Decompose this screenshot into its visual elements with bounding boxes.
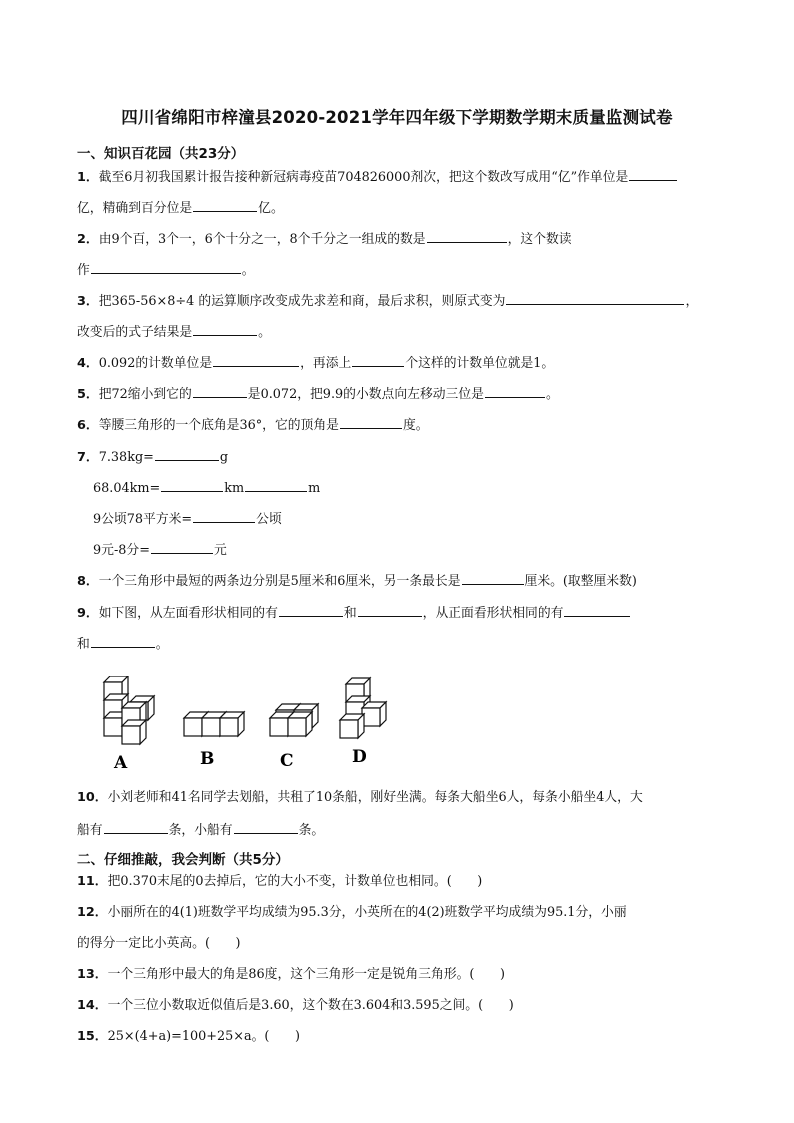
answer-blank[interactable] — [104, 821, 168, 834]
question-2-line-2 — [77, 261, 255, 279]
question-9-line-2 — [77, 635, 169, 653]
question-text: 。 — [258, 325, 271, 340]
question-text: 9公顷78平方米= — [93, 512, 193, 527]
question-text: 和 — [77, 637, 90, 652]
question-12-line-1 — [77, 905, 627, 921]
question-text: 一个三位小数取近似值后是3.60，这个数在3.604和3.595之间。( ) — [107, 998, 514, 1013]
question-text: 一个三角形中最短的两条边分别是5厘米和6厘米，另一条最长是 — [98, 574, 461, 589]
question-text: 。 — [155, 637, 169, 652]
question-text: 小丽所在的4(1)班数学平均成绩为95.3分，小英所在的4(2)班数学平均成绩为95.1分，小丽 — [107, 905, 627, 920]
answer-blank[interactable] — [161, 479, 223, 492]
figure-a-cubes — [104, 676, 154, 744]
question-7-line-3 — [93, 510, 282, 528]
figure-b-cubes — [184, 712, 244, 736]
question-text: 把365-56×8÷4 的运算顺序改变成先求差和商，最后求积，则原式变为 — [98, 294, 506, 309]
question-text: 和 — [343, 606, 357, 621]
question-text: ，这个数读 — [507, 232, 572, 247]
question-number: 4． — [77, 356, 99, 371]
question-text: 亿。 — [258, 201, 284, 216]
answer-blank[interactable] — [506, 292, 684, 305]
question-text: 个这样的计数单位就是1。 — [405, 356, 555, 371]
question-5 — [77, 385, 559, 403]
question-text: 等腰三角形的一个底角是36°，它的顶角是 — [98, 418, 339, 433]
cube-figures — [100, 676, 400, 776]
question-number: 11． — [77, 874, 108, 889]
question-text: 由9个百，3个一，6个十分之一，8个千分之一组成的数是 — [98, 232, 426, 247]
answer-blank[interactable] — [485, 385, 545, 398]
question-number: 8． — [77, 574, 99, 589]
question-15 — [77, 1029, 300, 1045]
answer-blank[interactable] — [245, 479, 307, 492]
answer-blank[interactable] — [629, 168, 677, 181]
figure-label-a: A — [114, 753, 128, 773]
question-text: 厘米。(取整厘米数) — [524, 574, 637, 589]
question-text: 68.04km= — [93, 481, 161, 496]
question-10-line-2 — [77, 821, 324, 839]
question-text: 度。 — [402, 418, 429, 433]
question-number: 6． — [77, 418, 99, 433]
question-12-line-2 — [77, 936, 241, 952]
question-text: 把72缩小到它的 — [98, 387, 192, 402]
question-text: 船有 — [77, 823, 103, 838]
question-text: 把0.370末尾的0去掉后，它的大小不变，计数单位也相同。( ) — [107, 874, 483, 889]
question-7-line-2 — [93, 479, 320, 497]
answer-blank[interactable] — [193, 323, 257, 336]
question-text: 小刘老师和41名同学去划船，共租了10条船，刚好坐满。每条大船坐6人，每条小船坐4人，大 — [107, 790, 643, 805]
question-text: 公顷 — [256, 512, 282, 527]
question-text: 作 — [77, 263, 90, 278]
page-title: 四川省绵阳市梓潼县2020-2021学年四年级下学期数学期末质量监测试卷 — [121, 108, 673, 127]
question-text: km — [224, 481, 245, 496]
figure-d-cubes — [340, 678, 386, 738]
question-number: 5． — [77, 387, 99, 402]
answer-blank[interactable] — [564, 604, 630, 617]
answer-blank[interactable] — [213, 354, 299, 367]
question-14 — [77, 998, 514, 1014]
answer-blank[interactable] — [193, 385, 247, 398]
question-10-line-1 — [77, 790, 643, 806]
question-7-line-1 — [77, 448, 228, 466]
question-text: 25×(4+a)=100+25×a。( ) — [107, 1029, 300, 1044]
answer-blank[interactable] — [91, 261, 241, 274]
question-8 — [77, 572, 637, 590]
question-1-line-2 — [77, 199, 284, 217]
question-text: 的得分一定比小英高。( ) — [77, 936, 241, 951]
question-number: 15． — [77, 1029, 108, 1044]
answer-blank[interactable] — [462, 572, 524, 585]
question-text: ， — [685, 294, 699, 309]
question-number: 12． — [77, 905, 108, 920]
question-3-line-2 — [77, 323, 271, 341]
question-text: 。 — [545, 387, 559, 402]
question-number: 7． — [77, 450, 99, 465]
question-number: 10． — [77, 790, 108, 805]
answer-blank[interactable] — [340, 416, 402, 429]
section-2-heading: 二、仔细推敲，我会判断（共5分） — [77, 852, 289, 868]
question-text: m — [308, 481, 321, 496]
question-1-line-1 — [77, 168, 678, 186]
question-text: ，再添上 — [300, 356, 352, 371]
question-text: 条，小船有 — [168, 823, 233, 838]
figure-label-d: D — [352, 747, 367, 767]
question-number: 13． — [77, 967, 108, 982]
question-7-line-4 — [93, 541, 227, 559]
answer-blank[interactable] — [193, 199, 257, 212]
question-text: 7.38kg= — [98, 450, 154, 465]
answer-blank[interactable] — [234, 821, 298, 834]
answer-blank[interactable] — [279, 604, 343, 617]
question-text: ，从正面看形状相同的有 — [422, 606, 564, 621]
question-text: g — [219, 450, 229, 465]
question-text: 元 — [213, 543, 227, 558]
question-number: 3． — [77, 294, 99, 309]
figure-label-b: B — [200, 749, 215, 769]
question-text: 0.092的计数单位是 — [98, 356, 213, 371]
question-9-line-1 — [77, 604, 631, 622]
question-4 — [77, 354, 554, 372]
answer-blank[interactable] — [151, 541, 213, 554]
section-1-heading: 一、知识百花园（共23分） — [77, 146, 245, 162]
question-3-line-1 — [77, 292, 698, 310]
question-number: 9． — [77, 606, 99, 621]
question-text: 改变后的式子结果是 — [77, 325, 193, 340]
question-text: 亿，精确到百分位是 — [77, 201, 193, 216]
question-text: 一个三角形中最大的角是86度，这个三角形一定是锐角三角形。( ) — [107, 967, 505, 982]
answer-blank[interactable] — [427, 230, 507, 243]
question-2-line-1 — [77, 230, 572, 248]
question-text: 如下图，从左面看形状相同的有 — [98, 606, 278, 621]
question-number: 2． — [77, 232, 99, 247]
question-6 — [77, 416, 429, 434]
answer-blank[interactable] — [352, 354, 404, 367]
answer-blank[interactable] — [358, 604, 422, 617]
answer-blank[interactable] — [193, 510, 255, 523]
answer-blank[interactable] — [91, 635, 155, 648]
question-11 — [77, 874, 482, 890]
question-text: 条。 — [298, 823, 325, 838]
question-number: 1． — [77, 170, 99, 185]
question-number: 14． — [77, 998, 108, 1013]
question-text: 9元-8分= — [93, 543, 150, 558]
question-text: 截至6月初我国累计报告接种新冠病毒疫苗704826000剂次，把这个数改写成用“亿”作单位是 — [98, 170, 629, 185]
question-text: 是0.072，把9.9的小数点向左移动三位是 — [247, 387, 484, 402]
question-text: 。 — [241, 263, 255, 278]
question-13 — [77, 967, 505, 983]
figure-c-cubes — [270, 704, 318, 736]
figure-label-c: C — [280, 751, 294, 771]
answer-blank[interactable] — [155, 448, 219, 461]
